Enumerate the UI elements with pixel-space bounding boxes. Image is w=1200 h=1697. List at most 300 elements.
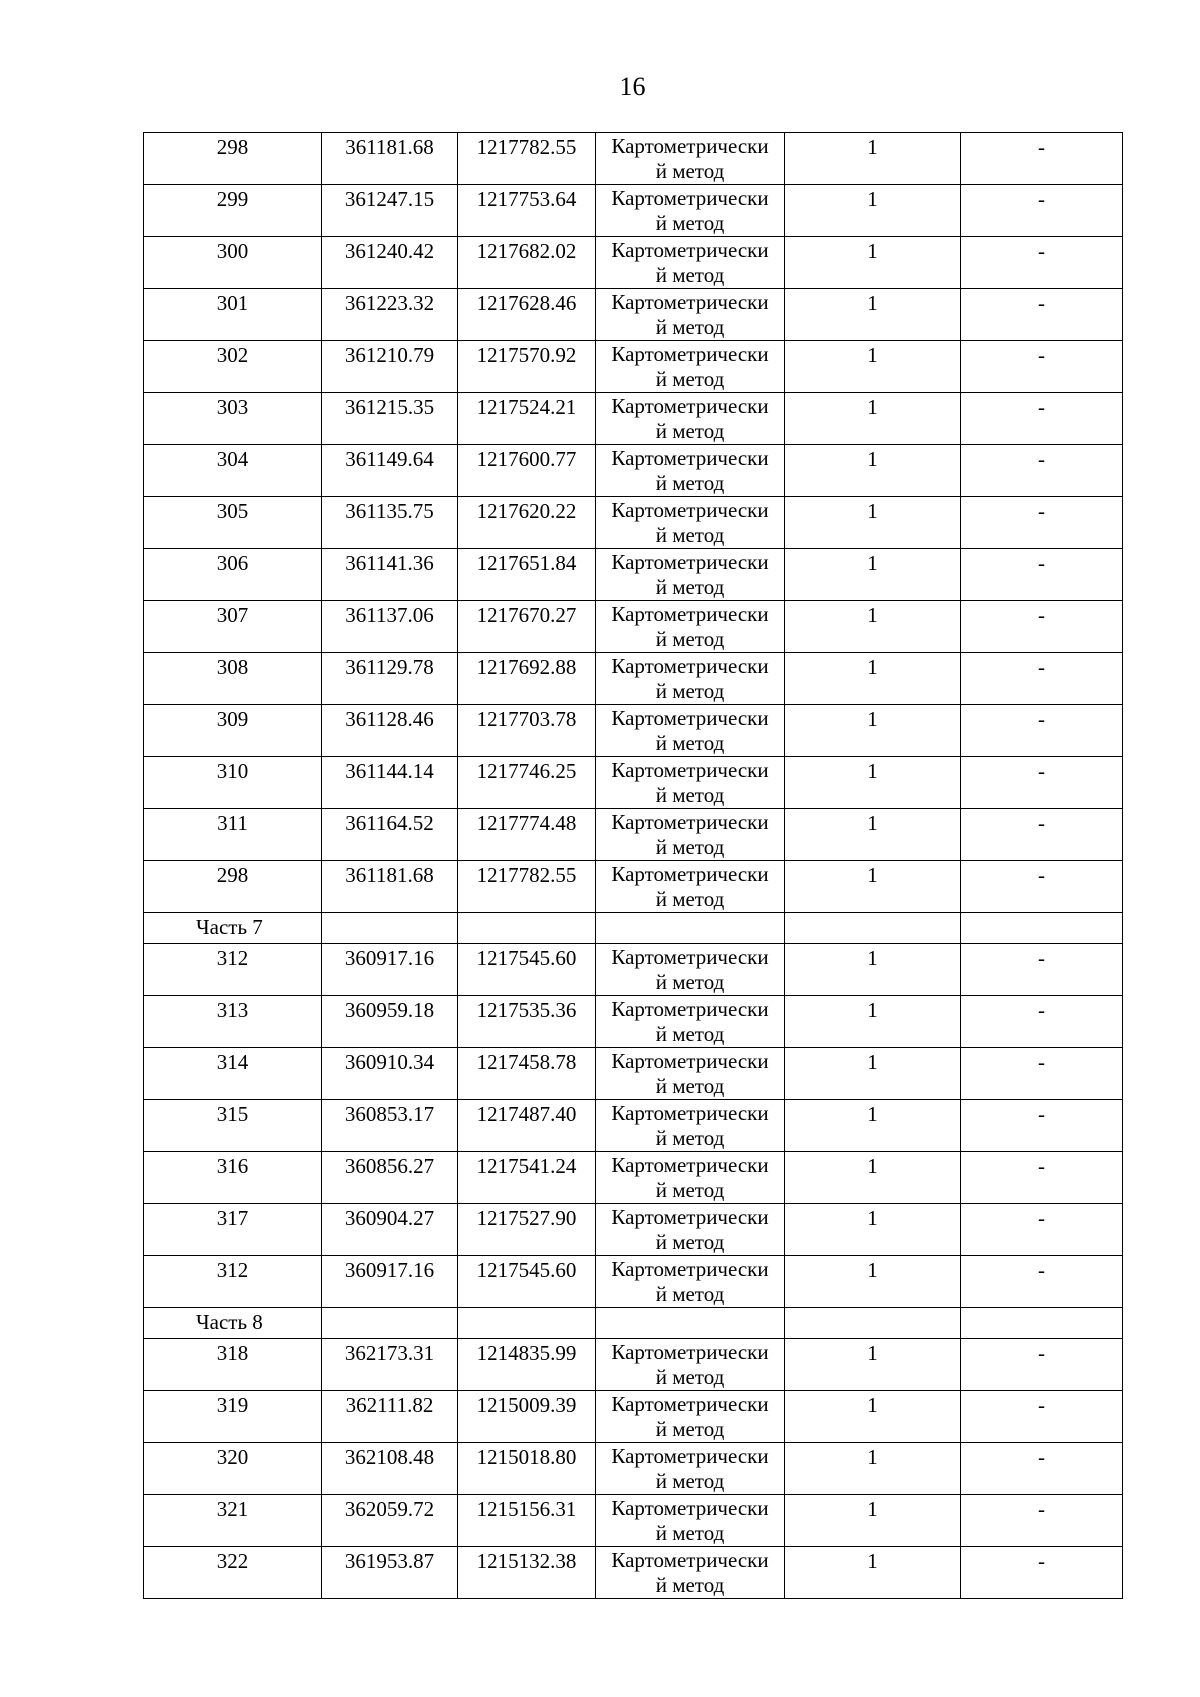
method-text-line2: й метод bbox=[655, 367, 725, 391]
table-row bbox=[144, 1256, 1123, 1308]
method-text-line2: й метод bbox=[655, 1521, 725, 1545]
point-number-cell bbox=[144, 393, 322, 445]
x-coordinate-cell bbox=[322, 861, 458, 913]
accuracy-text: 1 bbox=[867, 759, 878, 783]
table-row bbox=[144, 653, 1123, 705]
accuracy-cell bbox=[785, 393, 961, 445]
accuracy-cell bbox=[785, 705, 961, 757]
note-cell bbox=[961, 185, 1123, 237]
accuracy-text: 1 bbox=[867, 1497, 878, 1521]
y-coordinate-cell bbox=[458, 1256, 596, 1308]
point-number-cell bbox=[144, 445, 322, 497]
point-number-cell bbox=[144, 653, 322, 705]
method-text bbox=[596, 133, 784, 184]
note-text: - bbox=[1038, 187, 1045, 211]
method-text bbox=[596, 601, 784, 652]
point-number-cell bbox=[144, 1204, 322, 1256]
method-text bbox=[596, 1495, 784, 1546]
x-coordinate-cell bbox=[322, 549, 458, 601]
y-coordinate-text: 1217600.77 bbox=[476, 447, 577, 471]
method-cell bbox=[596, 289, 785, 341]
accuracy-text: 1 bbox=[867, 603, 878, 627]
note-cell bbox=[961, 809, 1123, 861]
point-number-text: 319 bbox=[216, 1393, 249, 1417]
x-coordinate-cell bbox=[322, 341, 458, 393]
point-number-cell bbox=[144, 1152, 322, 1204]
x-coordinate-text: 360959.18 bbox=[344, 998, 435, 1022]
x-coordinate-text: 361215.35 bbox=[344, 395, 435, 419]
accuracy-cell bbox=[785, 1443, 961, 1495]
accuracy-cell bbox=[785, 497, 961, 549]
method-text-line2: й метод bbox=[655, 627, 725, 651]
method-text-line1: Картометрически bbox=[611, 550, 769, 574]
note-text: - bbox=[1038, 1445, 1045, 1469]
method-text bbox=[596, 861, 784, 912]
y-coordinate-text: 1217545.60 bbox=[476, 1258, 577, 1282]
y-coordinate-text: 1217535.36 bbox=[476, 998, 577, 1022]
note-cell bbox=[961, 237, 1123, 289]
method-text-line2: й метод bbox=[655, 315, 725, 339]
note-cell bbox=[961, 996, 1123, 1048]
table-row bbox=[144, 549, 1123, 601]
method-text-line2: й метод bbox=[655, 471, 725, 495]
note-text: - bbox=[1038, 1497, 1045, 1521]
accuracy-text: 1 bbox=[867, 499, 878, 523]
accuracy-cell bbox=[785, 861, 961, 913]
point-number-text: 314 bbox=[216, 1050, 249, 1074]
note-text: - bbox=[1038, 447, 1045, 471]
y-coordinate-cell bbox=[458, 341, 596, 393]
accuracy-text: 1 bbox=[867, 1258, 878, 1282]
method-text-line2: й метод bbox=[655, 783, 725, 807]
note-cell bbox=[961, 1391, 1123, 1443]
y-coordinate-cell bbox=[458, 1048, 596, 1100]
point-number-cell bbox=[144, 601, 322, 653]
y-coordinate-text: 1217541.24 bbox=[476, 1154, 577, 1178]
method-cell bbox=[596, 1391, 785, 1443]
y-coordinate-cell bbox=[458, 133, 596, 185]
y-coordinate-text: 1215156.31 bbox=[476, 1497, 577, 1521]
note-cell bbox=[961, 341, 1123, 393]
note-cell bbox=[961, 549, 1123, 601]
method-text-line1: Картометрически bbox=[611, 446, 769, 470]
x-coordinate-cell bbox=[322, 1152, 458, 1204]
method-cell bbox=[596, 809, 785, 861]
method-text bbox=[596, 1391, 784, 1442]
x-coordinate-cell bbox=[322, 1443, 458, 1495]
method-text-line1: Картометрически bbox=[611, 997, 769, 1021]
x-coordinate-cell bbox=[322, 1100, 458, 1152]
y-coordinate-text: 1217703.78 bbox=[476, 707, 577, 731]
method-cell bbox=[596, 237, 785, 289]
method-text bbox=[596, 1547, 784, 1598]
method-text-line1: Картометрически bbox=[611, 758, 769, 782]
method-text bbox=[596, 1204, 784, 1255]
note-text: - bbox=[1038, 551, 1045, 575]
point-number-cell bbox=[144, 944, 322, 996]
y-coordinate-cell bbox=[458, 185, 596, 237]
accuracy-cell bbox=[785, 1204, 961, 1256]
x-coordinate-cell bbox=[322, 445, 458, 497]
note-cell bbox=[961, 1204, 1123, 1256]
x-coordinate-cell bbox=[322, 1256, 458, 1308]
accuracy-cell bbox=[785, 1100, 961, 1152]
method-text-line1: Картометрически bbox=[611, 1340, 769, 1364]
method-text-line2: й метод bbox=[655, 211, 725, 235]
y-coordinate-cell bbox=[458, 705, 596, 757]
point-number-text: 309 bbox=[216, 707, 249, 731]
y-coordinate-text: 1217692.88 bbox=[476, 655, 577, 679]
method-text bbox=[596, 1339, 784, 1390]
note-text: - bbox=[1038, 1258, 1045, 1282]
x-coordinate-cell bbox=[322, 601, 458, 653]
x-coordinate-text: 362108.48 bbox=[344, 1445, 435, 1469]
y-coordinate-cell bbox=[458, 944, 596, 996]
method-text-line1: Картометрически bbox=[611, 498, 769, 522]
empty-cell bbox=[596, 1308, 785, 1339]
empty-cell bbox=[458, 913, 596, 944]
table-row bbox=[144, 1339, 1123, 1391]
point-number-cell bbox=[144, 133, 322, 185]
x-coordinate-text: 361141.36 bbox=[345, 551, 434, 575]
table-row bbox=[144, 1100, 1123, 1152]
table-row bbox=[144, 601, 1123, 653]
accuracy-text: 1 bbox=[867, 1154, 878, 1178]
y-coordinate-cell bbox=[458, 601, 596, 653]
method-text bbox=[596, 996, 784, 1047]
accuracy-text: 1 bbox=[867, 135, 878, 159]
accuracy-cell bbox=[785, 1048, 961, 1100]
x-coordinate-text: 361149.64 bbox=[345, 447, 434, 471]
point-number-cell bbox=[144, 1100, 322, 1152]
note-text: - bbox=[1038, 998, 1045, 1022]
x-coordinate-cell bbox=[322, 1547, 458, 1599]
point-number-text: 321 bbox=[216, 1497, 249, 1521]
note-text: - bbox=[1038, 291, 1045, 315]
accuracy-text: 1 bbox=[867, 239, 878, 263]
accuracy-cell bbox=[785, 1495, 961, 1547]
note-text: - bbox=[1038, 1341, 1045, 1365]
method-text bbox=[596, 289, 784, 340]
point-number-cell bbox=[144, 1391, 322, 1443]
point-number-text: 322 bbox=[216, 1549, 249, 1573]
method-text-line2: й метод bbox=[655, 887, 725, 911]
accuracy-cell bbox=[785, 809, 961, 861]
note-cell bbox=[961, 1339, 1123, 1391]
method-cell bbox=[596, 1204, 785, 1256]
table-row bbox=[144, 1443, 1123, 1495]
y-coordinate-cell bbox=[458, 1339, 596, 1391]
table-row bbox=[144, 1204, 1123, 1256]
note-text: - bbox=[1038, 603, 1045, 627]
point-number-text: 308 bbox=[216, 655, 249, 679]
point-number-text: 315 bbox=[216, 1102, 249, 1126]
note-cell bbox=[961, 757, 1123, 809]
note-cell bbox=[961, 1048, 1123, 1100]
note-text: - bbox=[1038, 707, 1045, 731]
empty-cell bbox=[322, 913, 458, 944]
note-cell bbox=[961, 1547, 1123, 1599]
y-coordinate-cell bbox=[458, 1495, 596, 1547]
x-coordinate-text: 361129.78 bbox=[345, 655, 434, 679]
accuracy-text: 1 bbox=[867, 655, 878, 679]
method-cell bbox=[596, 393, 785, 445]
point-number-cell bbox=[144, 705, 322, 757]
accuracy-cell bbox=[785, 549, 961, 601]
x-coordinate-text: 360904.27 bbox=[344, 1206, 435, 1230]
method-text-line2: й метод bbox=[655, 1178, 725, 1202]
method-text bbox=[596, 1048, 784, 1099]
y-coordinate-cell bbox=[458, 809, 596, 861]
method-text-line1: Картометрически bbox=[611, 238, 769, 262]
method-cell bbox=[596, 185, 785, 237]
method-text-line1: Картометрически bbox=[611, 134, 769, 158]
x-coordinate-text: 361210.79 bbox=[344, 343, 435, 367]
point-number-text: 304 bbox=[216, 447, 249, 471]
method-text bbox=[596, 341, 784, 392]
method-text-line2: й метод bbox=[655, 263, 725, 287]
note-cell bbox=[961, 601, 1123, 653]
x-coordinate-text: 360917.16 bbox=[344, 1258, 435, 1282]
method-text bbox=[596, 445, 784, 496]
coordinates-table-body bbox=[144, 133, 1123, 1599]
method-text-line2: й метод bbox=[655, 1573, 725, 1597]
y-coordinate-cell bbox=[458, 393, 596, 445]
method-text bbox=[596, 705, 784, 756]
note-text: - bbox=[1038, 759, 1045, 783]
method-text-line2: й метод bbox=[655, 835, 725, 859]
accuracy-cell bbox=[785, 1391, 961, 1443]
empty-cell bbox=[322, 1308, 458, 1339]
x-coordinate-text: 360853.17 bbox=[344, 1102, 435, 1126]
accuracy-text: 1 bbox=[867, 447, 878, 471]
y-coordinate-text: 1217527.90 bbox=[476, 1206, 577, 1230]
y-coordinate-cell bbox=[458, 237, 596, 289]
y-coordinate-cell bbox=[458, 1547, 596, 1599]
method-text-line1: Картометрически bbox=[611, 394, 769, 418]
method-cell bbox=[596, 1339, 785, 1391]
table-row bbox=[144, 445, 1123, 497]
x-coordinate-cell bbox=[322, 133, 458, 185]
note-cell bbox=[961, 705, 1123, 757]
y-coordinate-text: 1217524.21 bbox=[476, 395, 577, 419]
method-text-line1: Картометрически bbox=[611, 1444, 769, 1468]
table-row bbox=[144, 393, 1123, 445]
accuracy-cell bbox=[785, 1547, 961, 1599]
x-coordinate-text: 361164.52 bbox=[345, 811, 434, 835]
point-number-text: 312 bbox=[216, 946, 249, 970]
point-number-text: 313 bbox=[216, 998, 249, 1022]
y-coordinate-text: 1217682.02 bbox=[476, 239, 577, 263]
accuracy-cell bbox=[785, 341, 961, 393]
method-text bbox=[596, 757, 784, 808]
x-coordinate-cell bbox=[322, 289, 458, 341]
method-text-line1: Картометрически bbox=[611, 290, 769, 314]
coordinates-table bbox=[143, 132, 1123, 1599]
note-cell bbox=[961, 445, 1123, 497]
method-text bbox=[596, 185, 784, 236]
x-coordinate-cell bbox=[322, 653, 458, 705]
accuracy-text: 1 bbox=[867, 1549, 878, 1573]
section-label: Часть 8 bbox=[144, 1308, 322, 1339]
method-text-line2: й метод bbox=[655, 575, 725, 599]
y-coordinate-cell bbox=[458, 757, 596, 809]
x-coordinate-text: 361953.87 bbox=[344, 1549, 435, 1573]
point-number-text: 299 bbox=[216, 187, 249, 211]
note-text: - bbox=[1038, 343, 1045, 367]
empty-cell bbox=[785, 913, 961, 944]
method-text bbox=[596, 393, 784, 444]
method-text-line2: й метод bbox=[655, 1417, 725, 1441]
point-number-cell bbox=[144, 996, 322, 1048]
y-coordinate-cell bbox=[458, 289, 596, 341]
note-text: - bbox=[1038, 655, 1045, 679]
x-coordinate-cell bbox=[322, 1495, 458, 1547]
note-cell bbox=[961, 133, 1123, 185]
note-text: - bbox=[1038, 135, 1045, 159]
x-coordinate-text: 361135.75 bbox=[345, 499, 434, 523]
table-row bbox=[144, 289, 1123, 341]
note-cell bbox=[961, 1100, 1123, 1152]
note-text: - bbox=[1038, 1393, 1045, 1417]
accuracy-cell bbox=[785, 653, 961, 705]
accuracy-text: 1 bbox=[867, 343, 878, 367]
point-number-text: 318 bbox=[216, 1341, 249, 1365]
note-text: - bbox=[1038, 1549, 1045, 1573]
method-cell bbox=[596, 133, 785, 185]
point-number-text: 320 bbox=[216, 1445, 249, 1469]
note-cell bbox=[961, 289, 1123, 341]
accuracy-text: 1 bbox=[867, 1206, 878, 1230]
point-number-text: 305 bbox=[216, 499, 249, 523]
x-coordinate-cell bbox=[322, 1391, 458, 1443]
method-text-line2: й метод bbox=[655, 1365, 725, 1389]
point-number-text: 311 bbox=[217, 811, 248, 835]
note-text: - bbox=[1038, 395, 1045, 419]
table-row bbox=[144, 1391, 1123, 1443]
method-text bbox=[596, 497, 784, 548]
method-text-line1: Картометрически bbox=[611, 186, 769, 210]
x-coordinate-text: 361240.42 bbox=[344, 239, 435, 263]
x-coordinate-cell bbox=[322, 393, 458, 445]
accuracy-cell bbox=[785, 944, 961, 996]
method-cell bbox=[596, 1100, 785, 1152]
accuracy-text: 1 bbox=[867, 811, 878, 835]
method-text bbox=[596, 653, 784, 704]
empty-cell bbox=[596, 913, 785, 944]
y-coordinate-cell bbox=[458, 497, 596, 549]
table-row bbox=[144, 705, 1123, 757]
accuracy-text: 1 bbox=[867, 1445, 878, 1469]
note-text: - bbox=[1038, 1102, 1045, 1126]
method-text-line1: Картометрически bbox=[611, 706, 769, 730]
method-text-line1: Картометрически bbox=[611, 1101, 769, 1125]
method-text-line1: Картометрически bbox=[611, 342, 769, 366]
table-row bbox=[144, 861, 1123, 913]
y-coordinate-cell bbox=[458, 861, 596, 913]
method-cell bbox=[596, 757, 785, 809]
point-number-cell bbox=[144, 549, 322, 601]
table-row bbox=[144, 944, 1123, 996]
y-coordinate-text: 1214835.99 bbox=[476, 1341, 577, 1365]
y-coordinate-text: 1217670.27 bbox=[476, 603, 577, 627]
method-text-line1: Картометрически bbox=[611, 1548, 769, 1572]
accuracy-text: 1 bbox=[867, 291, 878, 315]
method-cell bbox=[596, 1152, 785, 1204]
method-cell bbox=[596, 1443, 785, 1495]
y-coordinate-text: 1217570.92 bbox=[476, 343, 577, 367]
x-coordinate-cell bbox=[322, 996, 458, 1048]
accuracy-cell bbox=[785, 996, 961, 1048]
method-cell bbox=[596, 341, 785, 393]
method-text bbox=[596, 1152, 784, 1203]
accuracy-cell bbox=[785, 1152, 961, 1204]
method-text-line1: Картометрически bbox=[611, 654, 769, 678]
note-text: - bbox=[1038, 946, 1045, 970]
note-cell bbox=[961, 1443, 1123, 1495]
table-row bbox=[144, 133, 1123, 185]
note-cell bbox=[961, 944, 1123, 996]
y-coordinate-text: 1215009.39 bbox=[476, 1393, 577, 1417]
section-header-row bbox=[144, 913, 1123, 944]
empty-cell bbox=[961, 1308, 1123, 1339]
y-coordinate-cell bbox=[458, 996, 596, 1048]
y-coordinate-text: 1217620.22 bbox=[476, 499, 577, 523]
accuracy-text: 1 bbox=[867, 1341, 878, 1365]
method-cell bbox=[596, 445, 785, 497]
accuracy-cell bbox=[785, 1339, 961, 1391]
table-row bbox=[144, 1495, 1123, 1547]
x-coordinate-cell bbox=[322, 237, 458, 289]
y-coordinate-text: 1217458.78 bbox=[476, 1050, 577, 1074]
point-number-cell bbox=[144, 341, 322, 393]
method-cell bbox=[596, 601, 785, 653]
x-coordinate-cell bbox=[322, 185, 458, 237]
empty-cell bbox=[785, 1308, 961, 1339]
point-number-text: 303 bbox=[216, 395, 249, 419]
table-row bbox=[144, 497, 1123, 549]
accuracy-cell bbox=[785, 445, 961, 497]
y-coordinate-text: 1217774.48 bbox=[476, 811, 577, 835]
method-text-line2: й метод bbox=[655, 1126, 725, 1150]
point-number-text: 298 bbox=[216, 863, 249, 887]
accuracy-cell bbox=[785, 757, 961, 809]
accuracy-cell bbox=[785, 133, 961, 185]
method-cell bbox=[596, 996, 785, 1048]
method-text-line1: Картометрически bbox=[611, 602, 769, 626]
method-cell bbox=[596, 944, 785, 996]
method-text-line1: Картометрически bbox=[611, 1153, 769, 1177]
point-number-text: 312 bbox=[216, 1258, 249, 1282]
accuracy-text: 1 bbox=[867, 1102, 878, 1126]
method-text-line2: й метод bbox=[655, 970, 725, 994]
empty-cell bbox=[961, 913, 1123, 944]
x-coordinate-text: 361223.32 bbox=[344, 291, 435, 315]
accuracy-cell bbox=[785, 237, 961, 289]
note-cell bbox=[961, 1256, 1123, 1308]
method-text bbox=[596, 1256, 784, 1307]
point-number-text: 317 bbox=[216, 1206, 249, 1230]
y-coordinate-cell bbox=[458, 653, 596, 705]
note-text: - bbox=[1038, 1206, 1045, 1230]
note-text: - bbox=[1038, 499, 1045, 523]
method-cell bbox=[596, 549, 785, 601]
x-coordinate-cell bbox=[322, 944, 458, 996]
y-coordinate-text: 1217487.40 bbox=[476, 1102, 577, 1126]
accuracy-cell bbox=[785, 185, 961, 237]
method-text bbox=[596, 237, 784, 288]
point-number-cell bbox=[144, 1547, 322, 1599]
